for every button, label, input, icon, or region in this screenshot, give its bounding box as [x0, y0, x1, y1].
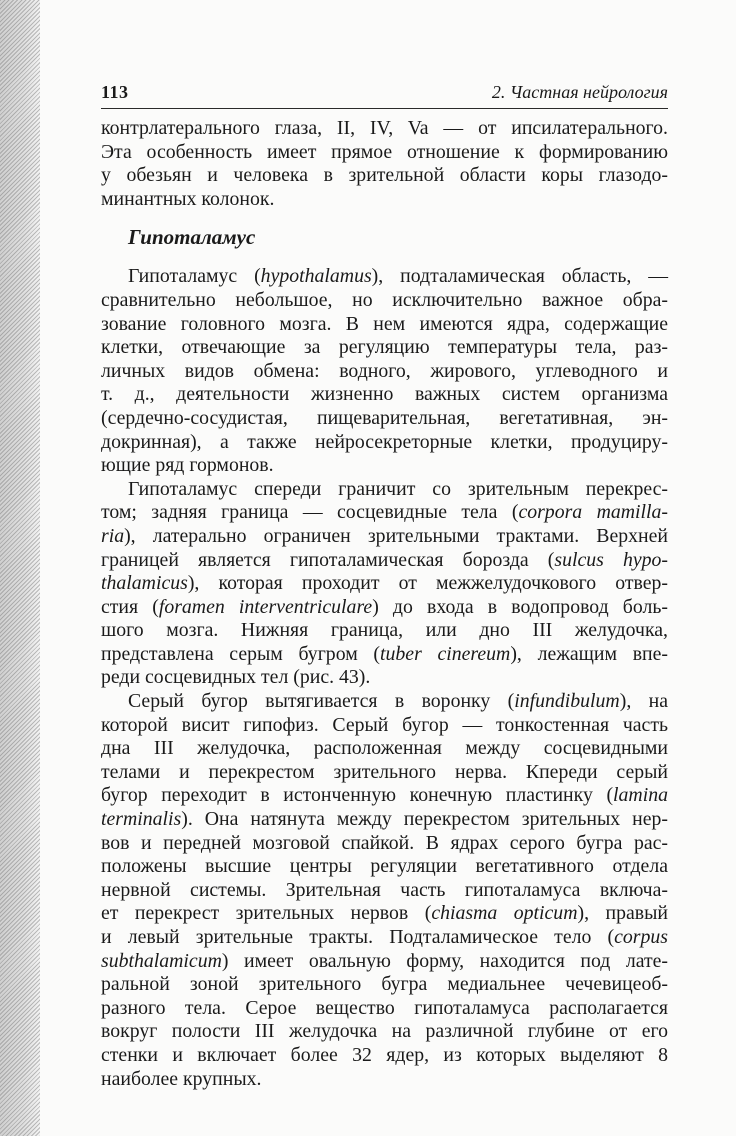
- latin-term: hypothalamus: [260, 265, 372, 288]
- latin-term: sulcus hypo-: [554, 548, 668, 571]
- text-run: ), подталамическая область, —: [371, 265, 668, 288]
- text-line: у обезьян и человека в зрительной области коры глазодо-: [101, 164, 668, 187]
- text-line: зование головного мозга. В нем имеются ядра, содержащие: [101, 312, 668, 335]
- text-line: вов и передней мозговой спайкой. В ядрах серого бугра рас-: [101, 831, 668, 854]
- paragraph-2: [101, 478, 668, 690]
- text-line: шого мозга. Нижняя граница, или дно III желудочка,: [101, 619, 668, 642]
- running-header: [101, 82, 668, 109]
- text-line: положены высшие центры регуляции вегетативного отдела: [101, 855, 668, 878]
- text-line: т. д., деятельности жизненно важных систем организма: [101, 383, 668, 406]
- text-run: Гипоталамус (: [128, 265, 261, 288]
- text-line: докринная), а также нейросекреторные клетки, продуциру-: [101, 430, 668, 453]
- latin-term: subthalamicum: [101, 949, 222, 972]
- paragraph-3: [101, 690, 668, 1091]
- text-line: [101, 525, 668, 549]
- text-line: ральной зоной зрительного бугра медиальнее чечевицеоб-: [101, 973, 668, 996]
- text-line: [101, 690, 668, 714]
- text-line: [101, 572, 668, 596]
- text-line: телами и перекрестом зрительного нерва. Кпереди серый: [101, 760, 668, 783]
- text-line: [101, 643, 668, 667]
- text-line: Гипоталамус спереди граничит со зрительным перекрес-: [128, 477, 668, 500]
- text-line: [101, 501, 668, 525]
- text-line: [101, 784, 668, 808]
- text-line: [101, 549, 668, 573]
- text-line: [101, 926, 668, 950]
- text-run: бугор переходит в истонченную конечную пластинку (: [101, 784, 614, 807]
- text-line: наиболее крупных.: [101, 1067, 262, 1090]
- text-line: (сердечно-сосудистая, пищеварительная, вегетативная, эн-: [101, 406, 668, 429]
- text-run: ет перекрест зрительных нервов (: [101, 902, 432, 925]
- text-line: минантных колонок.: [101, 187, 275, 210]
- text-line: стенки и включает более 32 ядер, из которых выделяют 8: [101, 1043, 668, 1066]
- paragraph-1: [101, 265, 668, 477]
- text-run: границей является гипоталамическая борозда (: [101, 548, 555, 571]
- text-line: [101, 950, 668, 974]
- text-line: [101, 808, 668, 832]
- latin-term: chiasma opticum: [431, 902, 578, 925]
- text-line: [101, 265, 668, 289]
- latin-term: corpora mamilla-: [518, 501, 668, 524]
- text-line: контрлатерального глаза, II, IV, Va — от ипсилатерального.: [101, 117, 668, 139]
- text-line: клетки, отвечающие за регуляцию температуры тела, раз-: [101, 336, 668, 359]
- section-heading: Гипоталамус: [128, 225, 256, 250]
- intro-paragraph: [101, 117, 668, 211]
- chapter-title: 2. Частная нейрология: [491, 82, 668, 102]
- text-line: нервной системы. Зрительная часть гипоталамуса включа-: [101, 878, 668, 901]
- text-line: сравнительно небольшое, но исключительно важное обра-: [101, 288, 668, 311]
- text-run: ), латерально ограничен зрительными трактами. Верхней: [124, 524, 668, 547]
- text-run: и левый зрительные тракты. Подталамическое тело (: [101, 926, 615, 948]
- text-line: которой висит гипофиз. Серый бугор — тонкостенная часть: [101, 713, 668, 736]
- page-content: [101, 82, 668, 1091]
- text-run: Серый бугор вытягивается в воронку (: [128, 690, 515, 713]
- latin-term: tuber cinereum: [380, 642, 511, 665]
- text-run: том; задняя граница — сосцевидные тела (: [101, 501, 519, 524]
- latin-term: corpus: [614, 926, 668, 948]
- text-line: дна III желудочка, расположенная между сосцевидными: [101, 737, 668, 760]
- text-run: ), на: [619, 690, 668, 713]
- page-binding-edge: [0, 0, 40, 1136]
- latin-term: terminalis: [101, 808, 182, 831]
- latin-term: infundibulum: [514, 690, 620, 713]
- text-run: ) до входа в водопровод боль-: [372, 595, 668, 618]
- latin-term: lamina: [613, 784, 668, 807]
- text-line: личных видов обмена: водного, жирового, углеводного и: [101, 359, 668, 382]
- latin-term: ria: [101, 524, 125, 547]
- text-run: ). Она натянута между перекрестом зрительных нер-: [181, 808, 668, 831]
- text-line: Эта особенность имеет прямое отношение к формированию: [101, 140, 668, 163]
- latin-term: thalamicus: [101, 572, 188, 595]
- text-line: ющие ряд гормонов.: [101, 454, 274, 477]
- text-line: [101, 902, 668, 926]
- body-text: [101, 117, 668, 1091]
- page-number: 113: [101, 82, 129, 102]
- text-line: вокруг полости III желудочка на различной глубине от его: [101, 1020, 668, 1043]
- text-run: представлена серым бугром (: [101, 642, 381, 665]
- text-run: стия (: [101, 595, 159, 618]
- text-line: разного тела. Серое вещество гипоталамуса располагается: [101, 996, 668, 1019]
- text-run: ), лежащим впе-: [510, 642, 668, 665]
- text-run: ), правый: [577, 902, 669, 925]
- text-run: ), которая проходит от межжелудочкового отвер-: [187, 572, 668, 595]
- text-line: реди сосцевидных тел (рис. 43).: [101, 666, 371, 689]
- latin-term: foramen interventriculare: [158, 595, 373, 618]
- text-run: ) имеет овальную форму, находится под лате-: [221, 949, 668, 972]
- text-line: [101, 596, 668, 620]
